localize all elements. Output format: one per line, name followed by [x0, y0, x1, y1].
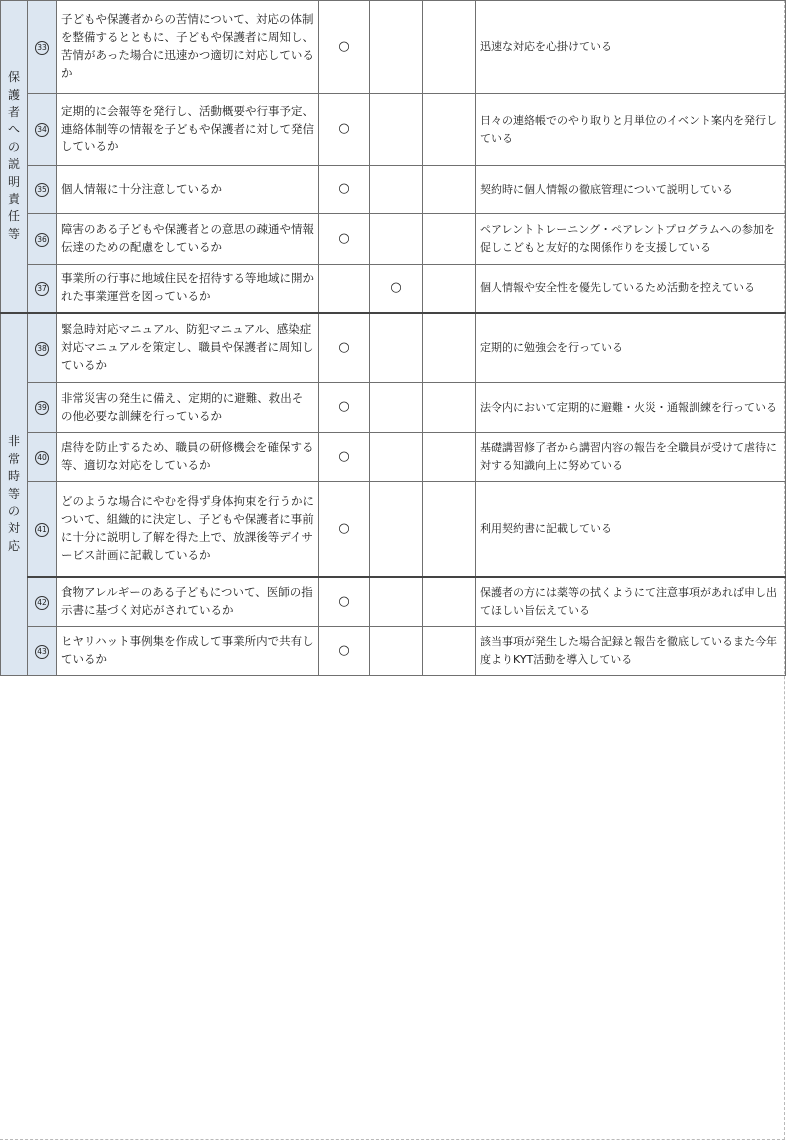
table-row: [1, 166, 786, 214]
mark-yes: ○: [319, 313, 370, 383]
mark-no: [423, 265, 476, 313]
item-number: 36: [28, 214, 57, 265]
mark-undecided: [370, 313, 423, 383]
mark-yes: ○: [319, 166, 370, 214]
mark-undecided: [370, 627, 423, 676]
question-text: どのような場合にやむを得ず身体拘束を行うかについて、組織的に決定し、子どもや保護者に事前に十分に説明し了解を得た上で、放課後等デイサービス計画に記載しているか: [57, 482, 319, 577]
comment-text: 基礎講習修了者から講習内容の報告を全職員が受けて虐待に対する知識向上に努めている: [476, 433, 786, 482]
mark-undecided: [370, 482, 423, 577]
table-row: [1, 482, 786, 577]
question-text: 障害のある子どもや保護者との意思の疎通や情報伝達のための配慮をしているか: [57, 214, 319, 265]
item-number: 35: [28, 166, 57, 214]
comment-text: ペアレントトレーニング・ペアレントプログラムへの参加を促しこどもと友好的な関係作りを支援している: [476, 214, 786, 265]
mark-undecided: [370, 1, 423, 94]
mark-yes: [319, 265, 370, 313]
mark-undecided: [370, 166, 423, 214]
category-label: 保護者への説明責任等: [7, 70, 20, 241]
question-text: 個人情報に十分注意しているか: [57, 166, 319, 214]
comment-text: 契約時に個人情報の徹底管理について説明している: [476, 166, 786, 214]
question-text: 子どもや保護者からの苦情について、対応の体制を整備するとともに、子どもや保護者に周知し、苦情があった場合に迅速かつ適切に対応しているか: [57, 1, 319, 94]
mark-undecided: [370, 577, 423, 627]
question-text: 非常災害の発生に備え、定期的に避難、救出その他必要な訓練を行っているか: [57, 383, 319, 433]
mark-no: [423, 433, 476, 482]
mark-yes: ○: [319, 94, 370, 166]
mark-no: [423, 482, 476, 577]
item-number: 42: [28, 577, 57, 627]
mark-undecided: [370, 383, 423, 433]
category-label: 非常時等の対応: [7, 434, 20, 553]
item-number: 34: [28, 94, 57, 166]
mark-undecided: ○: [370, 265, 423, 313]
mark-yes: ○: [319, 627, 370, 676]
mark-yes: ○: [319, 577, 370, 627]
item-number: 41: [28, 482, 57, 577]
item-number: 37: [28, 265, 57, 313]
comment-text: 該当事項が発生した場合記録と報告を徹底しているまた今年度よりKYT活動を導入している: [476, 627, 786, 676]
comment-text: 定期的に勉強会を行っている: [476, 313, 786, 383]
item-number: 43: [28, 627, 57, 676]
category-cell: [1, 313, 28, 676]
question-text: 虐待を防止するため、職員の研修機会を確保する等、適切な対応をしているか: [57, 433, 319, 482]
comment-text: 保護者の方には薬等の拭くようにて注意事項があれば申し出てほしい旨伝えている: [476, 577, 786, 627]
mark-no: [423, 1, 476, 94]
mark-no: [423, 94, 476, 166]
mark-yes: ○: [319, 482, 370, 577]
item-number: 39: [28, 383, 57, 433]
question-text: 定期的に会報等を発行し、活動概要や行事予定、連絡体制等の情報を子どもや保護者に対して発信しているか: [57, 94, 319, 166]
question-text: 食物アレルギーのある子どもについて、医師の指示書に基づく対応がされているか: [57, 577, 319, 627]
question-text: ヒヤリハット事例集を作成して事業所内で共有しているか: [57, 627, 319, 676]
mark-yes: ○: [319, 214, 370, 265]
mark-yes: ○: [319, 1, 370, 94]
mark-undecided: [370, 214, 423, 265]
category-cell: [1, 1, 28, 313]
question-text: 事業所の行事に地域住民を招待する等地域に開かれた事業運営を図っているか: [57, 265, 319, 313]
mark-no: [423, 166, 476, 214]
mark-no: [423, 627, 476, 676]
table-row: [1, 265, 786, 313]
mark-yes: ○: [319, 383, 370, 433]
table-row: [1, 214, 786, 265]
comment-text: 迅速な対応を心掛けている: [476, 1, 786, 94]
mark-no: [423, 214, 476, 265]
comment-text: 利用契約書に記載している: [476, 482, 786, 577]
mark-no: [423, 313, 476, 383]
table-row: [1, 627, 786, 676]
item-number: 38: [28, 313, 57, 383]
table-row: [1, 383, 786, 433]
comment-text: 法令内において定期的に避難・火災・通報訓練を行っている: [476, 383, 786, 433]
question-text: 緊急時対応マニュアル、防犯マニュアル、感染症対応マニュアルを策定し、職員や保護者に周知しているか: [57, 313, 319, 383]
table-row: [1, 313, 786, 383]
mark-undecided: [370, 94, 423, 166]
table-row: [1, 1, 786, 94]
comment-text: 個人情報や安全性を優先しているため活動を控えている: [476, 265, 786, 313]
comment-text: 日々の連絡帳でのやり取りと月単位のイベント案内を発行している: [476, 94, 786, 166]
table-row: [1, 433, 786, 482]
item-number: 33: [28, 1, 57, 94]
mark-no: [423, 383, 476, 433]
item-number: 40: [28, 433, 57, 482]
table-row: [1, 94, 786, 166]
table-row: [1, 577, 786, 627]
mark-yes: ○: [319, 433, 370, 482]
mark-undecided: [370, 433, 423, 482]
mark-no: [423, 577, 476, 627]
